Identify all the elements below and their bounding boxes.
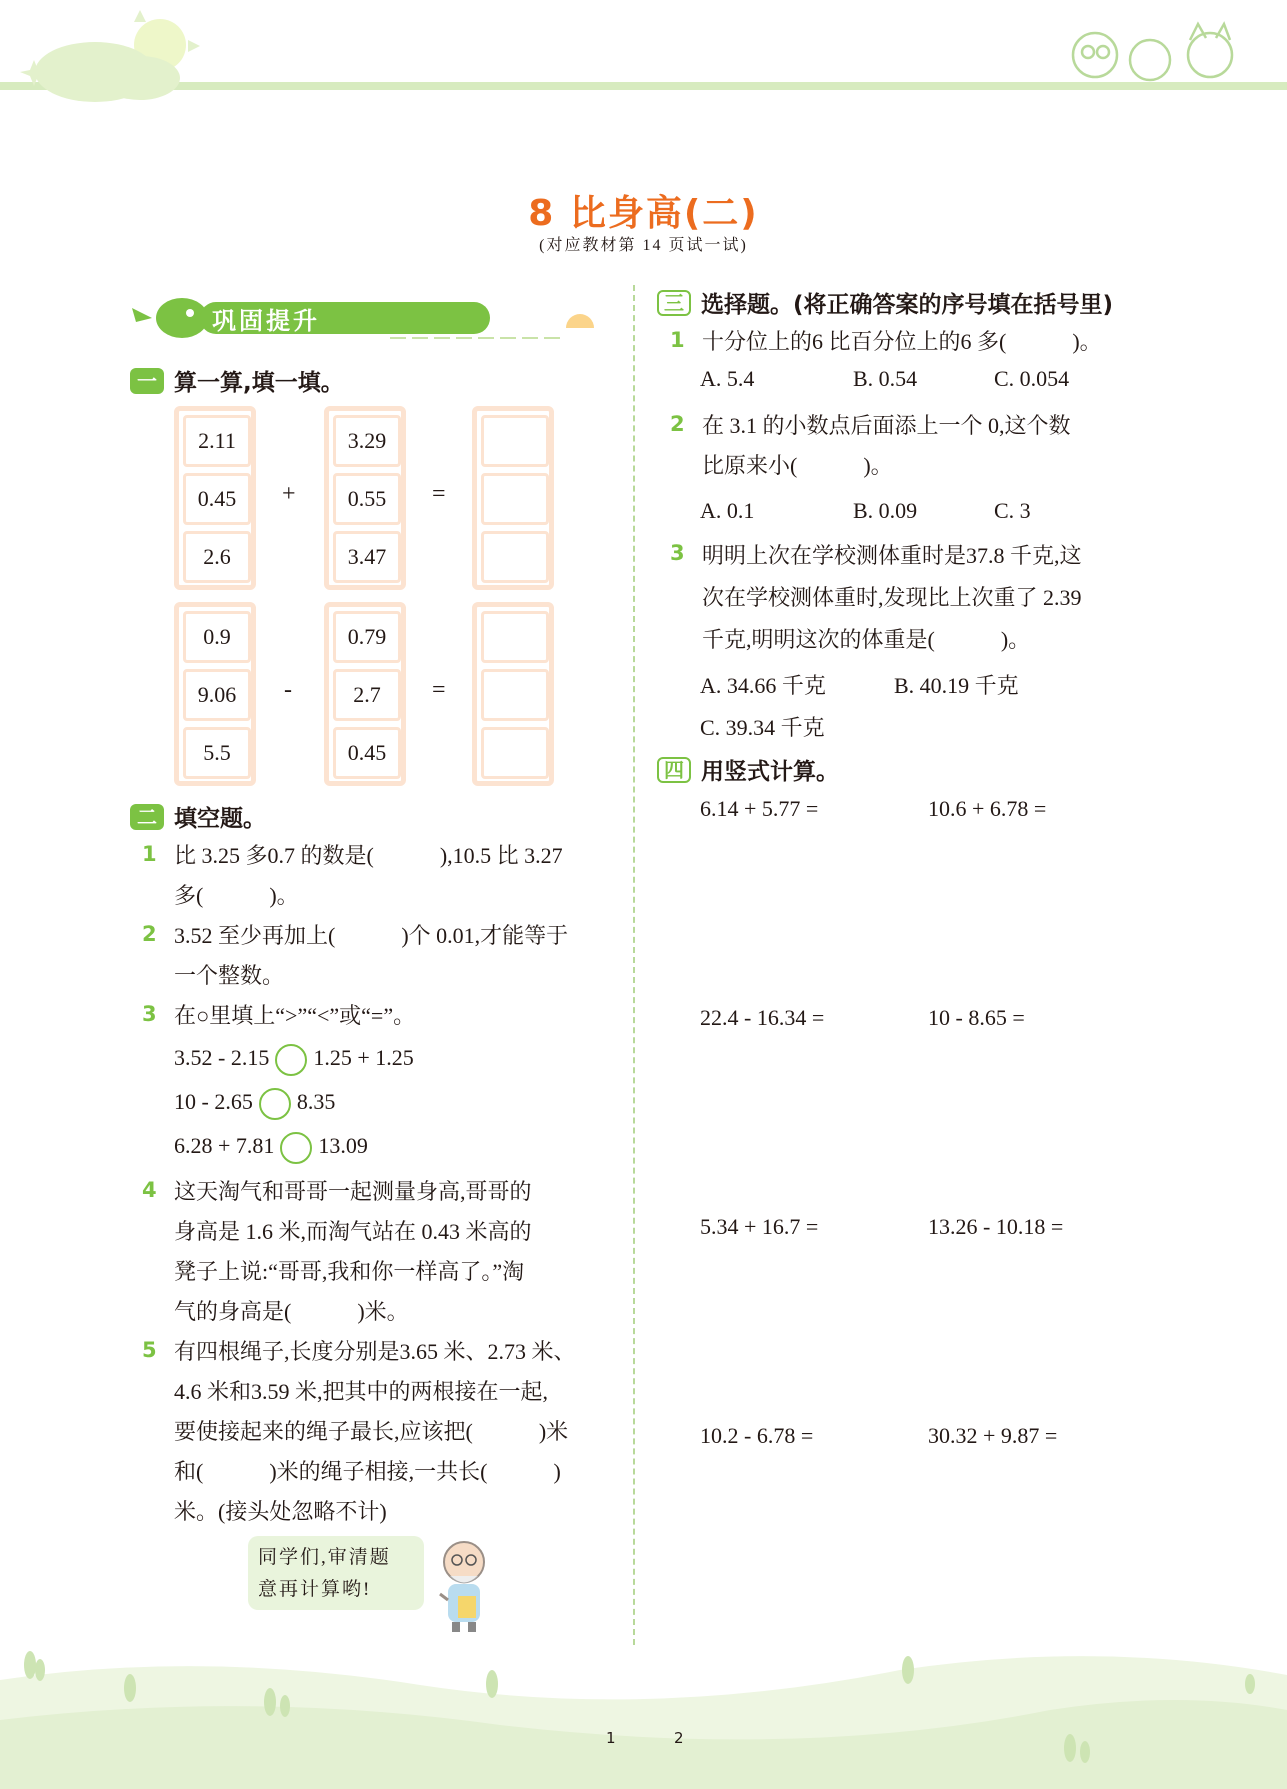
compare-left: 6.28 + 7.81 (174, 1133, 275, 1158)
section-3-badge: 三 (657, 290, 691, 316)
question-text-line: 多( )。 (174, 883, 299, 908)
question-text-line: 有四根绳子,长度分别是3.65 米、2.73 米、 (174, 1339, 576, 1364)
calc-problem: 5.34 + 16.7 = (700, 1214, 819, 1239)
subtraction-grid (174, 602, 554, 786)
calc-problem: 13.26 - 10.18 = (928, 1214, 1064, 1239)
section-4-badge: 四 (657, 757, 691, 783)
question-number: 2 (142, 922, 157, 946)
compare-circle[interactable] (275, 1044, 307, 1076)
question-text-line: 米。(接头处忽略不计) (174, 1499, 387, 1524)
section-2-header (130, 800, 266, 833)
question-text-line: 身高是 1.6 米,而淘气站在 0.43 米高的 (174, 1219, 532, 1244)
answer-box[interactable] (481, 727, 549, 779)
question-3-1 (670, 322, 1170, 391)
question-text-line: 十分位上的6 比百分位上的6 多( )。 (702, 329, 1102, 354)
section-4-header (657, 753, 839, 786)
compare-left: 10 - 2.65 (174, 1089, 253, 1114)
question-text-line: 次在学校测体重时,发现比上次重了 2.39 (702, 585, 1082, 610)
question-text-line: 3.52 至少再加上( )个 0.01,才能等于 (174, 923, 569, 948)
question-3-3 (670, 535, 1170, 740)
question-number: 1 (670, 328, 685, 352)
equals-sign: = (432, 481, 446, 507)
page-subtitle: (对应教材第 14 页试一试) (539, 237, 748, 254)
calc-problem: 10.6 + 6.78 = (928, 796, 1047, 821)
option-b[interactable]: B. 40.19 千克 (894, 673, 1019, 698)
compare-circle[interactable] (259, 1088, 291, 1120)
section-3-title: 选择题。(将正确答案的序号填在括号里) (701, 292, 1114, 318)
banner (130, 288, 610, 340)
plus-sign: + (282, 481, 296, 507)
addition-grid (174, 406, 554, 590)
question-text-line: 比原来小( )。 (702, 453, 893, 478)
section-1-header (130, 364, 344, 397)
calc-problem: 30.32 + 9.87 = (928, 1423, 1058, 1448)
question-text-line: 4.6 米和3.59 米,把其中的两根接在一起, (174, 1379, 549, 1404)
addend-column-1 (174, 406, 256, 590)
question-text-line: 和( )米的绳子相接,一共长( ) (174, 1459, 561, 1484)
question-text-line: 在○里填上“>”“<”或“=”。 (174, 1003, 416, 1028)
answer-box[interactable] (481, 473, 549, 525)
grid-cell: 5.5 (183, 727, 251, 779)
grid-cell: 3.47 (333, 531, 401, 583)
question-text-line: 千克,明明这次的体重是( )。 (702, 627, 1031, 652)
question-3-2 (670, 406, 1170, 523)
question-text-line: 比 3.25 多0.7 的数是( ),10.5 比 3.27 (174, 843, 563, 868)
section-1-badge: 一 (130, 368, 164, 394)
question-text-line: 在 3.1 的小数点后面添上一个 0,这个数 (702, 413, 1071, 438)
column-divider (633, 285, 635, 1645)
calc-problem: 22.4 - 16.34 = (700, 1005, 825, 1030)
addend-column-2 (324, 406, 406, 590)
compare-circle[interactable] (280, 1132, 312, 1164)
grid-cell: 2.6 (183, 531, 251, 583)
equals-sign: = (432, 677, 446, 703)
compare-right: 13.09 (318, 1133, 368, 1158)
option-c[interactable]: C. 39.34 千克 (700, 715, 825, 740)
question-text-line: 一个整数。 (174, 963, 285, 988)
question-number: 1 (142, 842, 157, 866)
question-number: 3 (142, 1002, 157, 1026)
tip-text: 意再计算哟! (258, 1579, 372, 1600)
grid-cell: 0.45 (333, 727, 401, 779)
question-2-4 (142, 1172, 622, 1332)
page-title: 8 比身高(二) (528, 193, 759, 234)
section-2-badge: 二 (130, 804, 164, 830)
tip-bubble (248, 1536, 424, 1610)
top-decoration (0, 0, 1287, 120)
option-a[interactable]: A. 0.1 (700, 498, 755, 523)
sun-cloud-illustration (20, 10, 200, 102)
question-2-5 (142, 1332, 622, 1532)
minus-sign: - (284, 677, 292, 703)
answer-box[interactable] (481, 415, 549, 467)
calc-problem: 10 - 8.65 = (928, 1005, 1025, 1030)
animal-characters-illustration (1073, 24, 1232, 80)
question-text-line: 气的身高是( )米。 (174, 1299, 409, 1324)
grid-cell: 0.79 (333, 611, 401, 663)
question-number: 4 (142, 1178, 157, 1202)
sum-answer-column (472, 406, 554, 590)
calc-problem: 6.14 + 5.77 = (700, 796, 819, 821)
question-text-line: 要使接起来的绳子最长,应该把( )米 (174, 1419, 569, 1444)
bottom-landscape-decoration (0, 1640, 1287, 1789)
compare-row (174, 1036, 622, 1080)
grid-cell: 2.11 (183, 415, 251, 467)
question-number: 5 (142, 1338, 157, 1362)
answer-box[interactable] (481, 669, 549, 721)
question-2-3 (142, 996, 622, 1168)
subtrahend-column (324, 602, 406, 786)
answer-box[interactable] (481, 611, 549, 663)
question-text-line: 这天淘气和哥哥一起测量身高,哥哥的 (174, 1179, 532, 1204)
page-number-right: 2 (674, 1729, 684, 1747)
grid-cell: 0.45 (183, 473, 251, 525)
question-2-1 (142, 836, 622, 916)
option-a[interactable]: A. 5.4 (700, 366, 755, 391)
difference-answer-column (472, 602, 554, 786)
teacher-character-icon (424, 1536, 494, 1636)
compare-row (174, 1080, 622, 1124)
page-number-left: 1 (606, 1729, 616, 1747)
grid-cell: 2.7 (333, 669, 401, 721)
section-4-title: 用竖式计算。 (701, 759, 839, 785)
banner-label: 巩固提升 (212, 307, 320, 335)
question-text-line: 凳子上说:“哥哥,我和你一样高了。”淘 (174, 1259, 525, 1284)
question-number: 3 (670, 541, 685, 565)
option-b[interactable]: B. 0.09 (853, 498, 918, 523)
grid-cell: 0.9 (183, 611, 251, 663)
section-2-title: 填空题。 (174, 806, 266, 832)
minuend-column (174, 602, 256, 786)
question-text-line: 明明上次在学校测体重时是37.8 千克,这 (702, 543, 1082, 568)
option-c[interactable]: C. 0.054 (994, 366, 1070, 391)
option-c[interactable]: C. 3 (994, 498, 1031, 523)
grid-cell: 9.06 (183, 669, 251, 721)
section-1-title: 算一算,填一填。 (174, 370, 344, 396)
compare-row (174, 1124, 622, 1168)
question-number: 2 (670, 412, 685, 436)
grid-cell: 0.55 (333, 473, 401, 525)
compare-left: 3.52 - 2.15 (174, 1045, 270, 1070)
answer-box[interactable] (481, 531, 549, 583)
whale-icon (130, 288, 610, 340)
calc-problem: 10.2 - 6.78 = (700, 1423, 814, 1448)
compare-right: 8.35 (296, 1089, 336, 1114)
option-b[interactable]: B. 0.54 (853, 366, 918, 391)
tip-text: 同学们,审清题 (258, 1547, 391, 1568)
section-3-header (657, 286, 1113, 319)
option-a[interactable]: A. 34.66 千克 (700, 673, 826, 698)
compare-right: 1.25 + 1.25 (313, 1045, 414, 1070)
question-2-2 (142, 916, 622, 996)
grid-cell: 3.29 (333, 415, 401, 467)
